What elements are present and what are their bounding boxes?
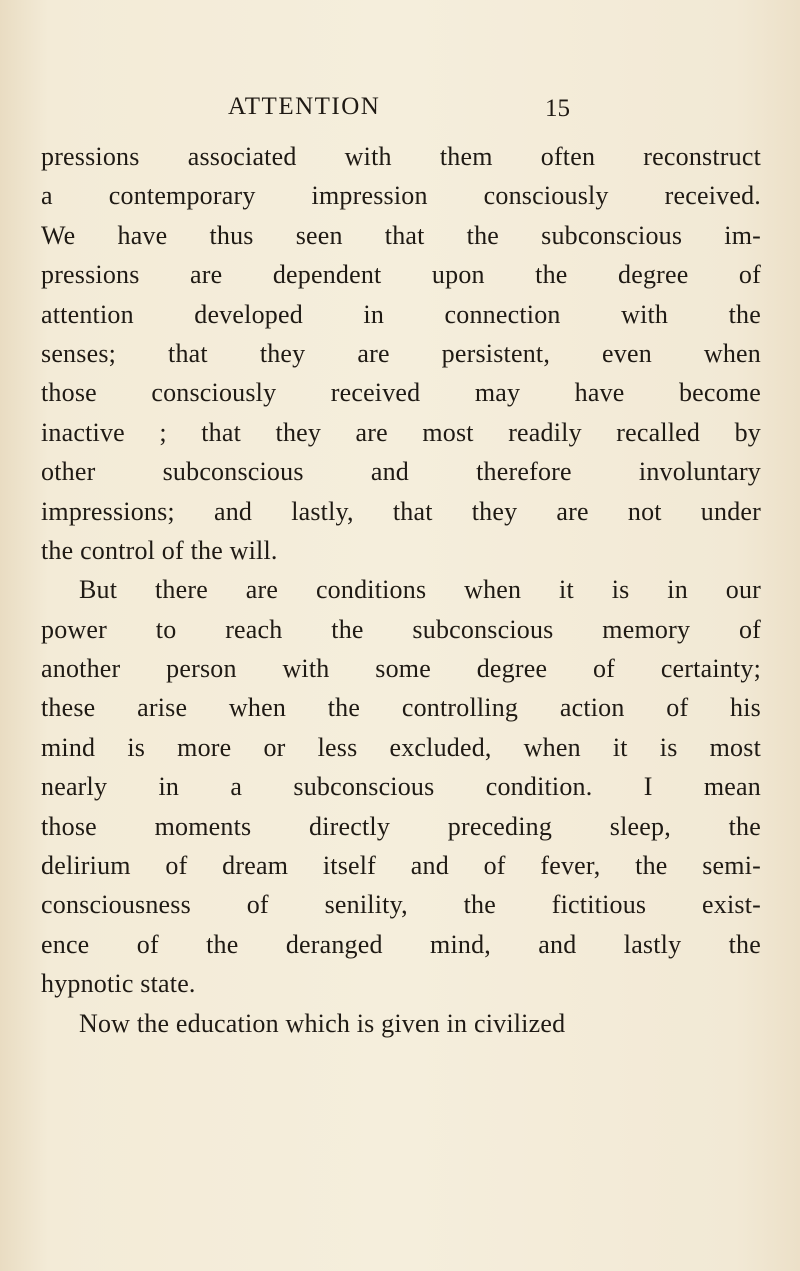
text-line: impressions; and lastly, that they are not under [41,496,761,526]
text-line: power to reach the subconscious memory of [41,614,761,644]
text-line: another person with some degree of certainty; [41,654,761,684]
text-line: these arise when the controlling action of his [41,693,761,723]
page-header [228,92,570,122]
page-number: 15 [545,95,570,122]
text-line: mind is more or less excluded, when it is most [41,732,761,762]
text-line: pressions associated with them often reconstruct [41,142,761,171]
text-line: inactive ; that they are most readily recalled by [41,417,761,447]
text-line: We have thus seen that the subconscious im- [41,220,761,250]
body-text [41,137,761,1043]
text-line: nearly in a subconscious condition. I mean [41,772,761,802]
text-line: consciousness of senility, the fictitious exist- [41,890,761,920]
paragraph-start-line: Now the education which is given in civilized [79,1008,566,1038]
text-line: other subconscious and therefore involuntary [41,457,761,487]
text-line: those consciously received may have become [41,378,761,408]
running-head: ATTENTION [228,93,381,120]
text-line: senses; that they are persistent, even when [41,338,761,368]
paragraph-end-line: the control of the will. [41,535,278,565]
text-line: delirium of dream itself and of fever, the semi- [41,851,761,881]
text-line: attention developed in connection with the [41,299,761,329]
text-line: pressions are dependent upon the degree of [41,260,761,290]
text-line: a contemporary impression consciously received. [41,181,761,211]
text-line: ence of the deranged mind, and lastly the [41,929,761,959]
paragraph-end-line: hypnotic state. [41,969,196,999]
paragraph-start-line: But there are conditions when it is in our [79,575,761,605]
text-line: those moments directly preceding sleep, the [41,811,761,841]
